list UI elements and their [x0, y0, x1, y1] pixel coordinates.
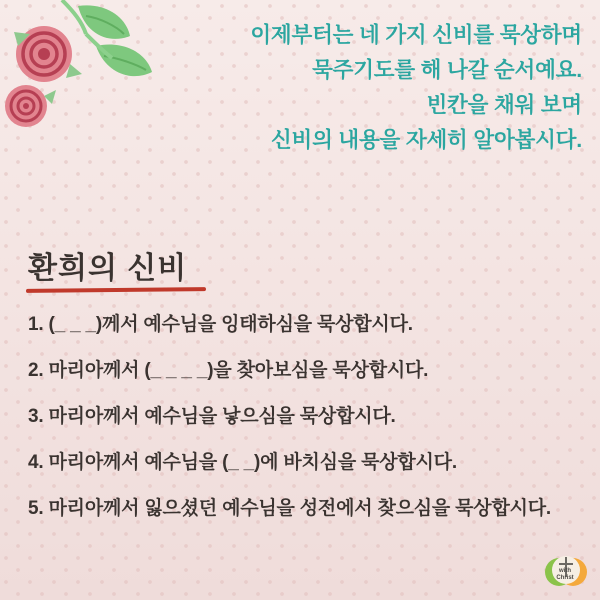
- mystery-list: [28, 310, 580, 523]
- header-line-3: 빈칸을 채워 보며: [426, 93, 582, 117]
- logo-line-2: Christ: [556, 575, 574, 581]
- header-line-4: 신비의 내용을 자세히 알아봅시다.: [270, 128, 582, 152]
- section-title-underline: [26, 287, 206, 293]
- list-item: 4. 마리아께서 예수님을 (_ _)에 바치심을 묵상합시다.: [28, 452, 457, 473]
- section-title: 환희의 신비: [28, 252, 188, 285]
- logo-line-1: with: [559, 568, 571, 574]
- logo-text: [544, 568, 586, 582]
- leaf-icon: [62, 0, 152, 76]
- list-item: 3. 마리아께서 예수님을 낳으심을 묵상합시다.: [28, 406, 396, 427]
- list-item: 1. (_ _ _)께서 예수님을 잉태하심을 묵상합시다.: [28, 314, 413, 335]
- rose-decoration-group: [0, 0, 170, 135]
- list-item: 5. 마리아께서 잃으셨던 예수님을 성전에서 찾으심을 묵상합시다.: [28, 498, 552, 519]
- header-text: [150, 18, 582, 158]
- header-line-2: 묵주기도를 해 나갈 순서예요.: [312, 58, 582, 82]
- header-line-1: 이제부터는 네 가지 신비를 묵상하며: [250, 23, 582, 47]
- rose-icon: [5, 85, 56, 127]
- list-item: 2. 마리아께서 (_ _ _ _)을 찾아보심을 묵상합시다.: [28, 360, 429, 381]
- rose-icon: [14, 26, 82, 82]
